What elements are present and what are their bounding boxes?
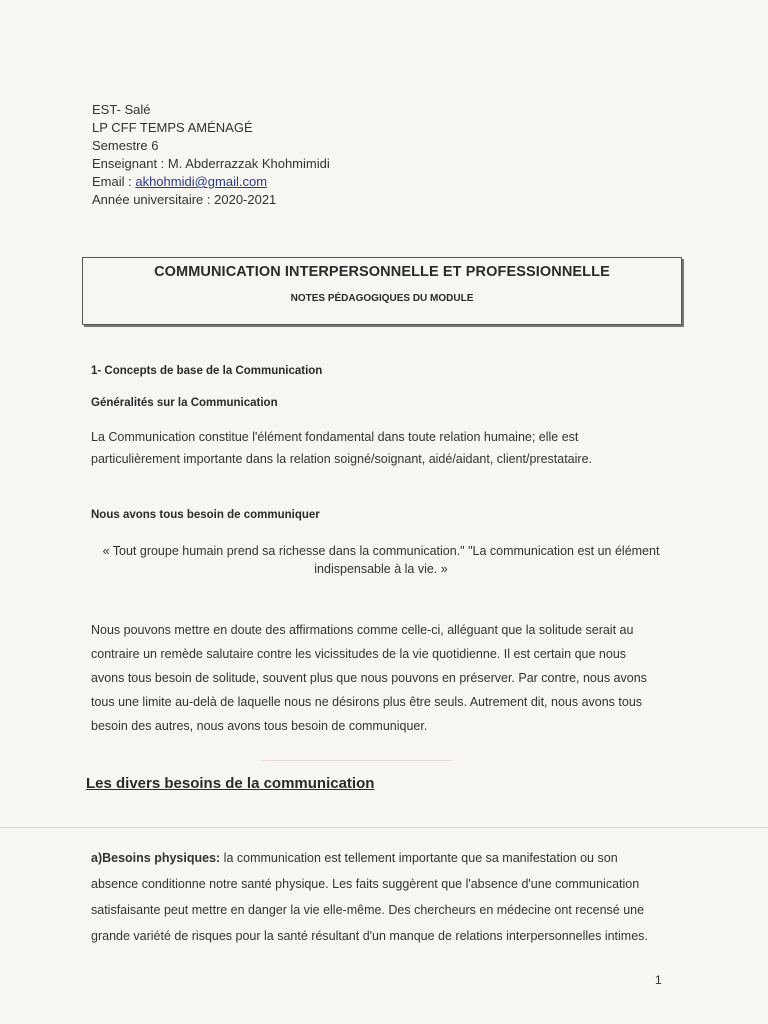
page-fold-line bbox=[0, 827, 768, 828]
decorative-line bbox=[262, 760, 452, 761]
paragraph-line: tous une limite au-delà de laquelle nous ne désirons plus être seuls. Autrement dit, nous avons tous bbox=[91, 695, 643, 709]
subheading-generalites: Généralités sur la Communication bbox=[91, 397, 278, 409]
email-line bbox=[92, 173, 330, 191]
item-a-label: a)Besoins physiques: bbox=[91, 851, 221, 865]
paragraph-line: avons tous besoin de solitude, souvent plus que nous pouvons en préserver. Par contre, nous avons bbox=[91, 671, 647, 685]
page-number: 1 bbox=[655, 973, 662, 987]
item-a-text: la communication est tellement importante que sa manifestation ou son bbox=[220, 851, 618, 865]
paragraph-line: La Communication constitue l'élément fondamental dans toute relation humaine; elle est bbox=[91, 430, 579, 444]
academic-year: Année universitaire : 2020-2021 bbox=[92, 192, 277, 207]
document-subtitle: NOTES PÉDAGOGIQUES DU MODULE bbox=[290, 293, 474, 304]
document-title: COMMUNICATION INTERPERSONNELLE ET PROFESSIONNELLE bbox=[154, 264, 610, 280]
email-link[interactable]: akhohmidi@gmail.com bbox=[135, 174, 268, 189]
document-header bbox=[92, 101, 330, 209]
paragraph-line: absence conditionne notre santé physique. Les faits suggèrent que l'absence d'une communication bbox=[91, 877, 640, 891]
title-box bbox=[82, 257, 682, 325]
paragraph-line: besoin des autres, nous avons tous besoin de communiquer. bbox=[91, 719, 428, 733]
teacher: Enseignant : M. Abderrazzak Khohmimidi bbox=[92, 156, 330, 171]
program: LP CFF TEMPS AMÉNAGÉ bbox=[92, 120, 253, 135]
paragraph-line: grande variété de risques pour la santé résultant d'un manque de relations interpersonnelles intimes. bbox=[91, 929, 648, 943]
paragraph-line bbox=[91, 845, 662, 871]
section-heading-concepts: 1- Concepts de base de la Communication bbox=[91, 365, 323, 377]
paragraph-solitude bbox=[91, 618, 662, 738]
paragraph-line: contraire un remède salutaire contre les vicissitudes de la vie quotidienne. Il est certain que nous bbox=[91, 647, 627, 661]
quote-line: « Tout groupe humain prend sa richesse dans la communication." "La communication est un élément bbox=[102, 544, 660, 558]
quote bbox=[91, 542, 671, 578]
quote-line: indispensable à la vie. » bbox=[314, 562, 448, 576]
paragraph-generalites bbox=[91, 426, 662, 470]
section-title-besoins: Les divers besoins de la communication bbox=[86, 775, 375, 792]
paragraph-line: Nous pouvons mettre en doute des affirmations comme celle-ci, alléguant que la solitude serait au bbox=[91, 623, 634, 637]
paragraph-line: satisfaisante peut mettre en danger la vie elle-même. Des chercheurs en médecine ont recensé une bbox=[91, 903, 645, 917]
paragraph-line: particulièrement importante dans la relation soigné/soignant, aidé/aidant, client/prestataire. bbox=[91, 452, 592, 466]
section-heading-besoin: Nous avons tous besoin de communiquer bbox=[91, 509, 320, 521]
semester: Semestre 6 bbox=[92, 138, 159, 153]
email-label: Email : bbox=[92, 174, 136, 189]
paragraph-besoins-physiques bbox=[91, 845, 662, 949]
institution: EST- Salé bbox=[92, 102, 151, 117]
